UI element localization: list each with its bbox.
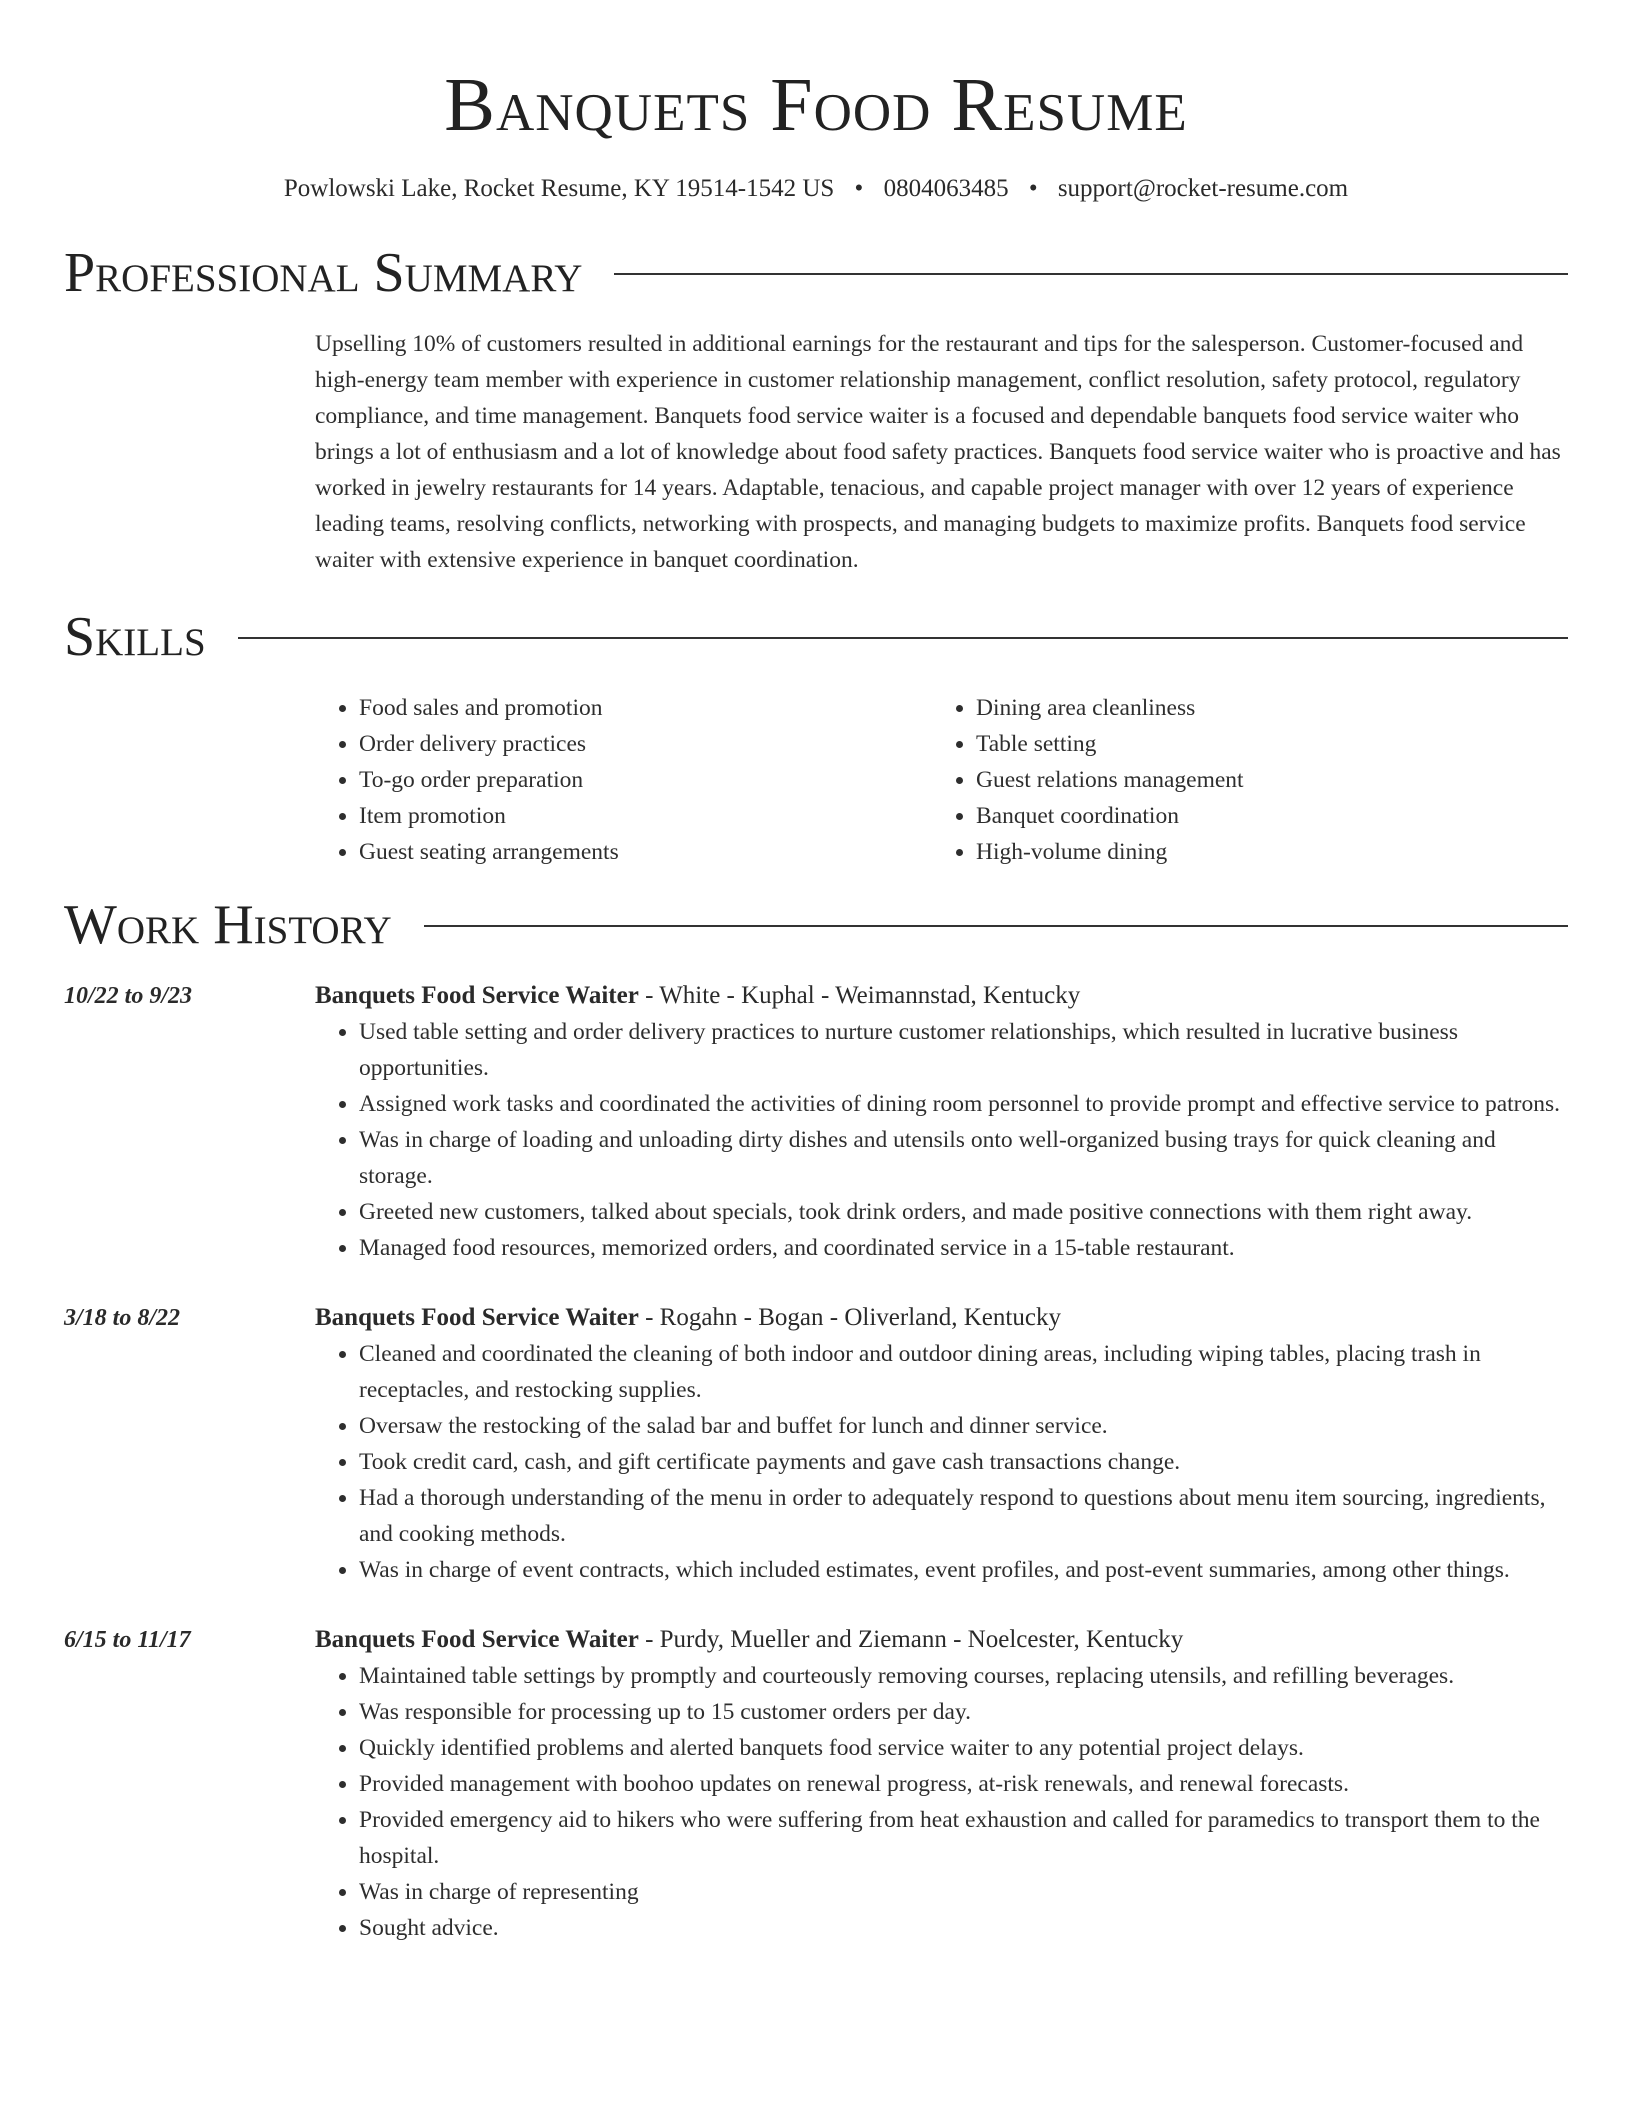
skills-list (315, 690, 1568, 870)
job-bullet: • Used table setting and order delivery practices to nurture customer relationships, which resulted in lucrative business opportunities. (359, 1014, 1568, 1086)
address: Powlowski Lake, Rocket Resume, KY 19514-1542 US (283, 175, 835, 202)
summary-section-title: Professional Summary (64, 242, 583, 304)
skills-column-right (932, 690, 1549, 870)
section-divider (614, 273, 1568, 275)
job-bullets (315, 1336, 1568, 1588)
job-title: Banquets Food Service Waiter (315, 1304, 639, 1331)
skill-item: • Table setting (976, 726, 1549, 762)
job-bullet: • Had a thorough understanding of the menu in order to adequately respond to questions about menu item sourcing, ingredients, and cooking methods. (359, 1480, 1568, 1552)
skill-item: • To-go order preparation (359, 762, 932, 798)
job-entry (64, 1622, 1568, 1946)
skill-item: • Food sales and promotion (359, 690, 932, 726)
job-bullet: • Quickly identified problems and alerted banquets food service waiter to any potential project delays. (359, 1730, 1568, 1766)
email: support@rocket-resume.com (1057, 175, 1349, 202)
skill-item: • Banquet coordination (976, 798, 1549, 834)
job-title: Banquets Food Service Waiter (315, 982, 639, 1009)
skills-section-title: Skills (64, 606, 206, 668)
skill-item: • Guest relations management (976, 762, 1549, 798)
job-bullet: • Greeted new customers, talked about specials, took drink orders, and made positive connections with them right away. (359, 1194, 1568, 1230)
work-section-title: Work History (64, 894, 392, 956)
job-dates: 3/18 to 8/22 (64, 1305, 181, 1331)
skill-item: • High-volume dining (976, 834, 1549, 870)
work-section-header (64, 892, 1568, 958)
resume-name: Banquets Food Resume (444, 63, 1188, 147)
job-bullet: • Cleaned and coordinated the cleaning of both indoor and outdoor dining areas, including wiping tables, placing trash in receptacles, and restocking supplies. (359, 1336, 1568, 1408)
contact-separator: • (1028, 175, 1038, 202)
job-bullet: • Was responsible for processing up to 15 customer orders per day. (359, 1694, 1568, 1730)
phone: 0804063485 (883, 175, 1009, 202)
skills-list-right (932, 690, 1549, 870)
job-employer: - Rogahn - Bogan - Oliverland, Kentucky (638, 1304, 1061, 1331)
skills-section-header (64, 604, 1568, 670)
section-divider (424, 925, 1568, 927)
job-bullet: • Sought advice. (359, 1910, 1568, 1946)
job-dates: 10/22 to 9/23 (64, 983, 193, 1009)
job-heading (315, 1300, 1568, 1336)
job-entry (64, 978, 1568, 1266)
job-employer: - Purdy, Mueller and Ziemann - Noelcester, Kentucky (638, 1626, 1184, 1653)
job-bullet: • Took credit card, cash, and gift certificate payments and gave cash transactions change. (359, 1444, 1568, 1480)
job-bullet: • Assigned work tasks and coordinated the activities of dining room personnel to provide prompt and effective service to patrons. (359, 1086, 1568, 1122)
skill-item: • Dining area cleanliness (976, 690, 1549, 726)
job-bullet: • Oversaw the restocking of the salad bar and buffet for lunch and dinner service. (359, 1408, 1568, 1444)
job-bullet: • Provided emergency aid to hikers who were suffering from heat exhaustion and called for paramedics to transport them to the hospital. (359, 1802, 1568, 1874)
job-title: Banquets Food Service Waiter (315, 1626, 639, 1653)
job-entry (64, 1300, 1568, 1588)
skills-column-left (315, 690, 932, 870)
skill-item: • Item promotion (359, 798, 932, 834)
job-bullet: • Was in charge of representing (359, 1874, 1568, 1910)
job-bullet: • Was in charge of event contracts, which included estimates, event profiles, and post-event summaries, among other things. (359, 1552, 1568, 1588)
skill-item: • Order delivery practices (359, 726, 932, 762)
job-bullet: • Managed food resources, memorized orders, and coordinated service in a 15-table restaurant. (359, 1230, 1568, 1266)
job-bullets (315, 1014, 1568, 1266)
contact-separator: • (854, 175, 864, 202)
job-bullet: • Was in charge of loading and unloading dirty dishes and utensils onto well-organized busing trays for quick cleaning and storage. (359, 1122, 1568, 1194)
job-bullets (315, 1658, 1568, 1946)
summary-text: Upselling 10% of customers resulted in additional earnings for the restaurant and tips for the salesperson. Customer-focused and high-energy team member with experience in customer relationship management, conflict resolution, safety protocol, regulatory compliance, and time management. Banquets food service waiter is a focused and dependable banquets food service waiter who brings a lot of enthusiasm and a lot of knowledge about food safety practices. Banquets food service waiter who is proactive and has worked in jewelry restaurants for 14 years. Adaptable, tenacious, and capable project manager with over 12 years of experience leading teams, resolving conflicts, networking with prospects, and managing budgets to maximize profits. Banquets food service waiter with extensive experience in banquet coordination. (315, 331, 1561, 573)
contact-line (64, 172, 1568, 206)
job-heading (315, 1622, 1568, 1658)
job-bullet: • Provided management with boohoo updates on renewal progress, at-risk renewals, and renewal forecasts. (359, 1766, 1568, 1802)
resume-page (64, 0, 1568, 1946)
skill-item: • Guest seating arrangements (359, 834, 932, 870)
summary-section-header (64, 240, 1568, 306)
section-divider (238, 637, 1568, 639)
job-heading (315, 978, 1568, 1014)
job-dates: 6/15 to 11/17 (64, 1627, 191, 1653)
skills-list-left (315, 690, 932, 870)
job-bullet: • Maintained table settings by promptly and courteously removing courses, replacing utensils, and refilling beverages. (359, 1658, 1568, 1694)
job-employer: - White - Kuphal - Weimannstad, Kentucky (638, 982, 1081, 1009)
